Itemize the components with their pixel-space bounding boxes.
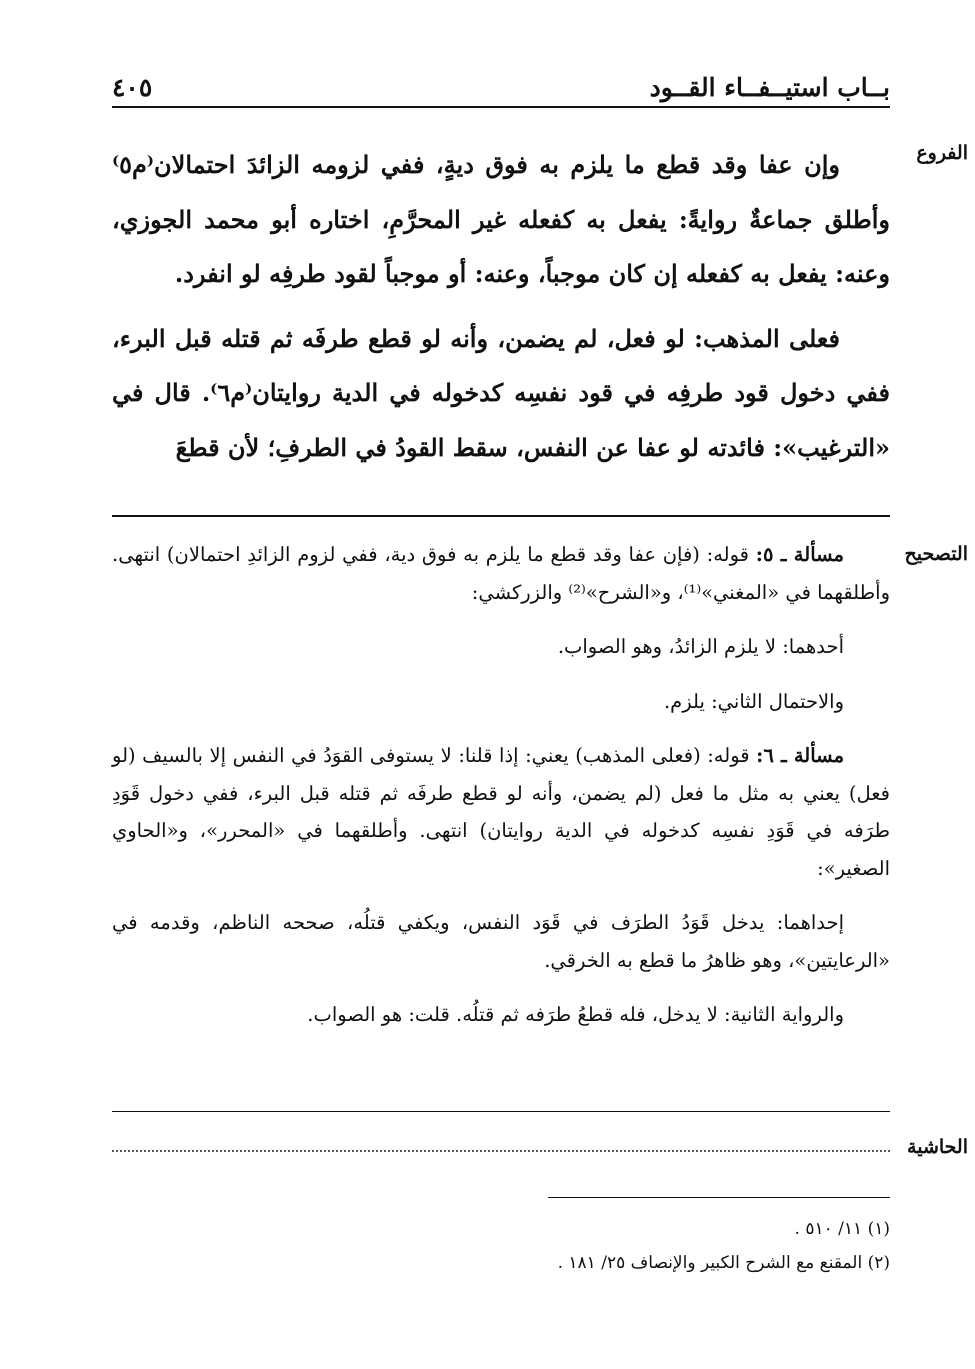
issue-6-label: مسألة ـ ٦: bbox=[756, 744, 845, 767]
section-divider bbox=[112, 1111, 890, 1112]
footnote-1: (١) ١١/ ٥١٠ . bbox=[794, 1219, 890, 1239]
hashiya-dotted-line bbox=[112, 1150, 890, 1152]
section-divider bbox=[112, 515, 890, 517]
margin-label-tashih: التصحيح bbox=[904, 543, 968, 565]
margin-label-furu: الفروع bbox=[916, 142, 968, 164]
footnote-2: (٢) المقنع مع الشرح الكبير والإنصاف ٢٥/ ١٨١ . bbox=[557, 1253, 890, 1273]
issue-6 bbox=[112, 737, 890, 887]
main-text bbox=[112, 138, 890, 475]
footnotes bbox=[112, 1212, 890, 1280]
issue-5-label: مسألة ـ ٥: bbox=[755, 543, 844, 566]
margin-label-hashiya: الحاشية bbox=[907, 1136, 968, 1158]
issue-5-text: قوله: (فإن عفا وقد قطع ما يلزم به فوق دية، ففي لزوم الزائدِ احتمالان) انتهى. وأطلقهما في «المغني»⁽¹⁾، و«الشرح»⁽²⁾ والزركشي: bbox=[112, 543, 890, 604]
header-rule bbox=[112, 106, 890, 108]
main-paragraph: وإن عفا وقد قطع ما يلزم به فوق ديةٍ، ففي لزومه الزائدَ احتمالان⁽م٥⁾ وأطلق جماعةٌ روايةً: يفعل به كفعله غير المحرَّمِ، اختاره أبو محمد الجوزي، وعنه: يفعل به كفعله إن كان موجباً، وعنه: أو موجباً لقود طرفِه لو انفرد. bbox=[112, 150, 890, 288]
page-number: ٤٠٥ bbox=[112, 73, 153, 102]
issue-6-narration-1: إحداهما: يدخل قَوَدُ الطرَف في قَوَد النفس، ويكفي قتلُه، صححه الناظم، وقدمه في «الرعايتين»، وهو ظاهرُ ما قطع به الخرقي. bbox=[112, 911, 890, 972]
issue-5-opinion-2: والاحتمال الثاني: يلزم. bbox=[663, 689, 844, 713]
issue-5 bbox=[112, 536, 890, 611]
issue-6-narration-2: والرواية الثانية: لا يدخل، فله قطعُ طرَفه ثم قتلُه. قلت: هو الصواب. bbox=[307, 1003, 844, 1026]
issue-5-opinion-1: أحدهما: لا يلزم الزائدُ، وهو الصواب. bbox=[557, 635, 844, 658]
chapter-title: بــاب استيــفــاء القــود bbox=[649, 73, 890, 102]
tashih-section bbox=[112, 536, 890, 1034]
issue-6-text: قوله: (فعلى المذهب) يعني: إذا قلنا: لا يستوفى القوَدُ في النفس إلا بالسيف (لو فعل) يعني به مثل ما فعل (لم يضمن، وأنه لو قطع طرفَه ثم قتله قبل البرء، ففي دخول قَوَدِ طرَفه في قَوَدِ نفسِه كدخوله في الدية روايتان) انتهى. وأطلقهما في «المحرر»، و«الحاوي الصغير»: bbox=[112, 744, 890, 880]
running-header bbox=[112, 66, 890, 102]
main-paragraph: فعلى المذهب: لو فعل، لم يضمن، وأنه لو قطع طرفَه ثم قتله قبل البرء، ففي دخول قود طرفِه في قود نفسِه كدخوله في الدية روايتان⁽م٦⁾. قال في «الترغيب»: فائدته لو عفا عن النفس، سقط القودُ في الطرفِ؛ لأن قطعَ bbox=[112, 323, 890, 462]
footnote-rule bbox=[548, 1197, 890, 1198]
